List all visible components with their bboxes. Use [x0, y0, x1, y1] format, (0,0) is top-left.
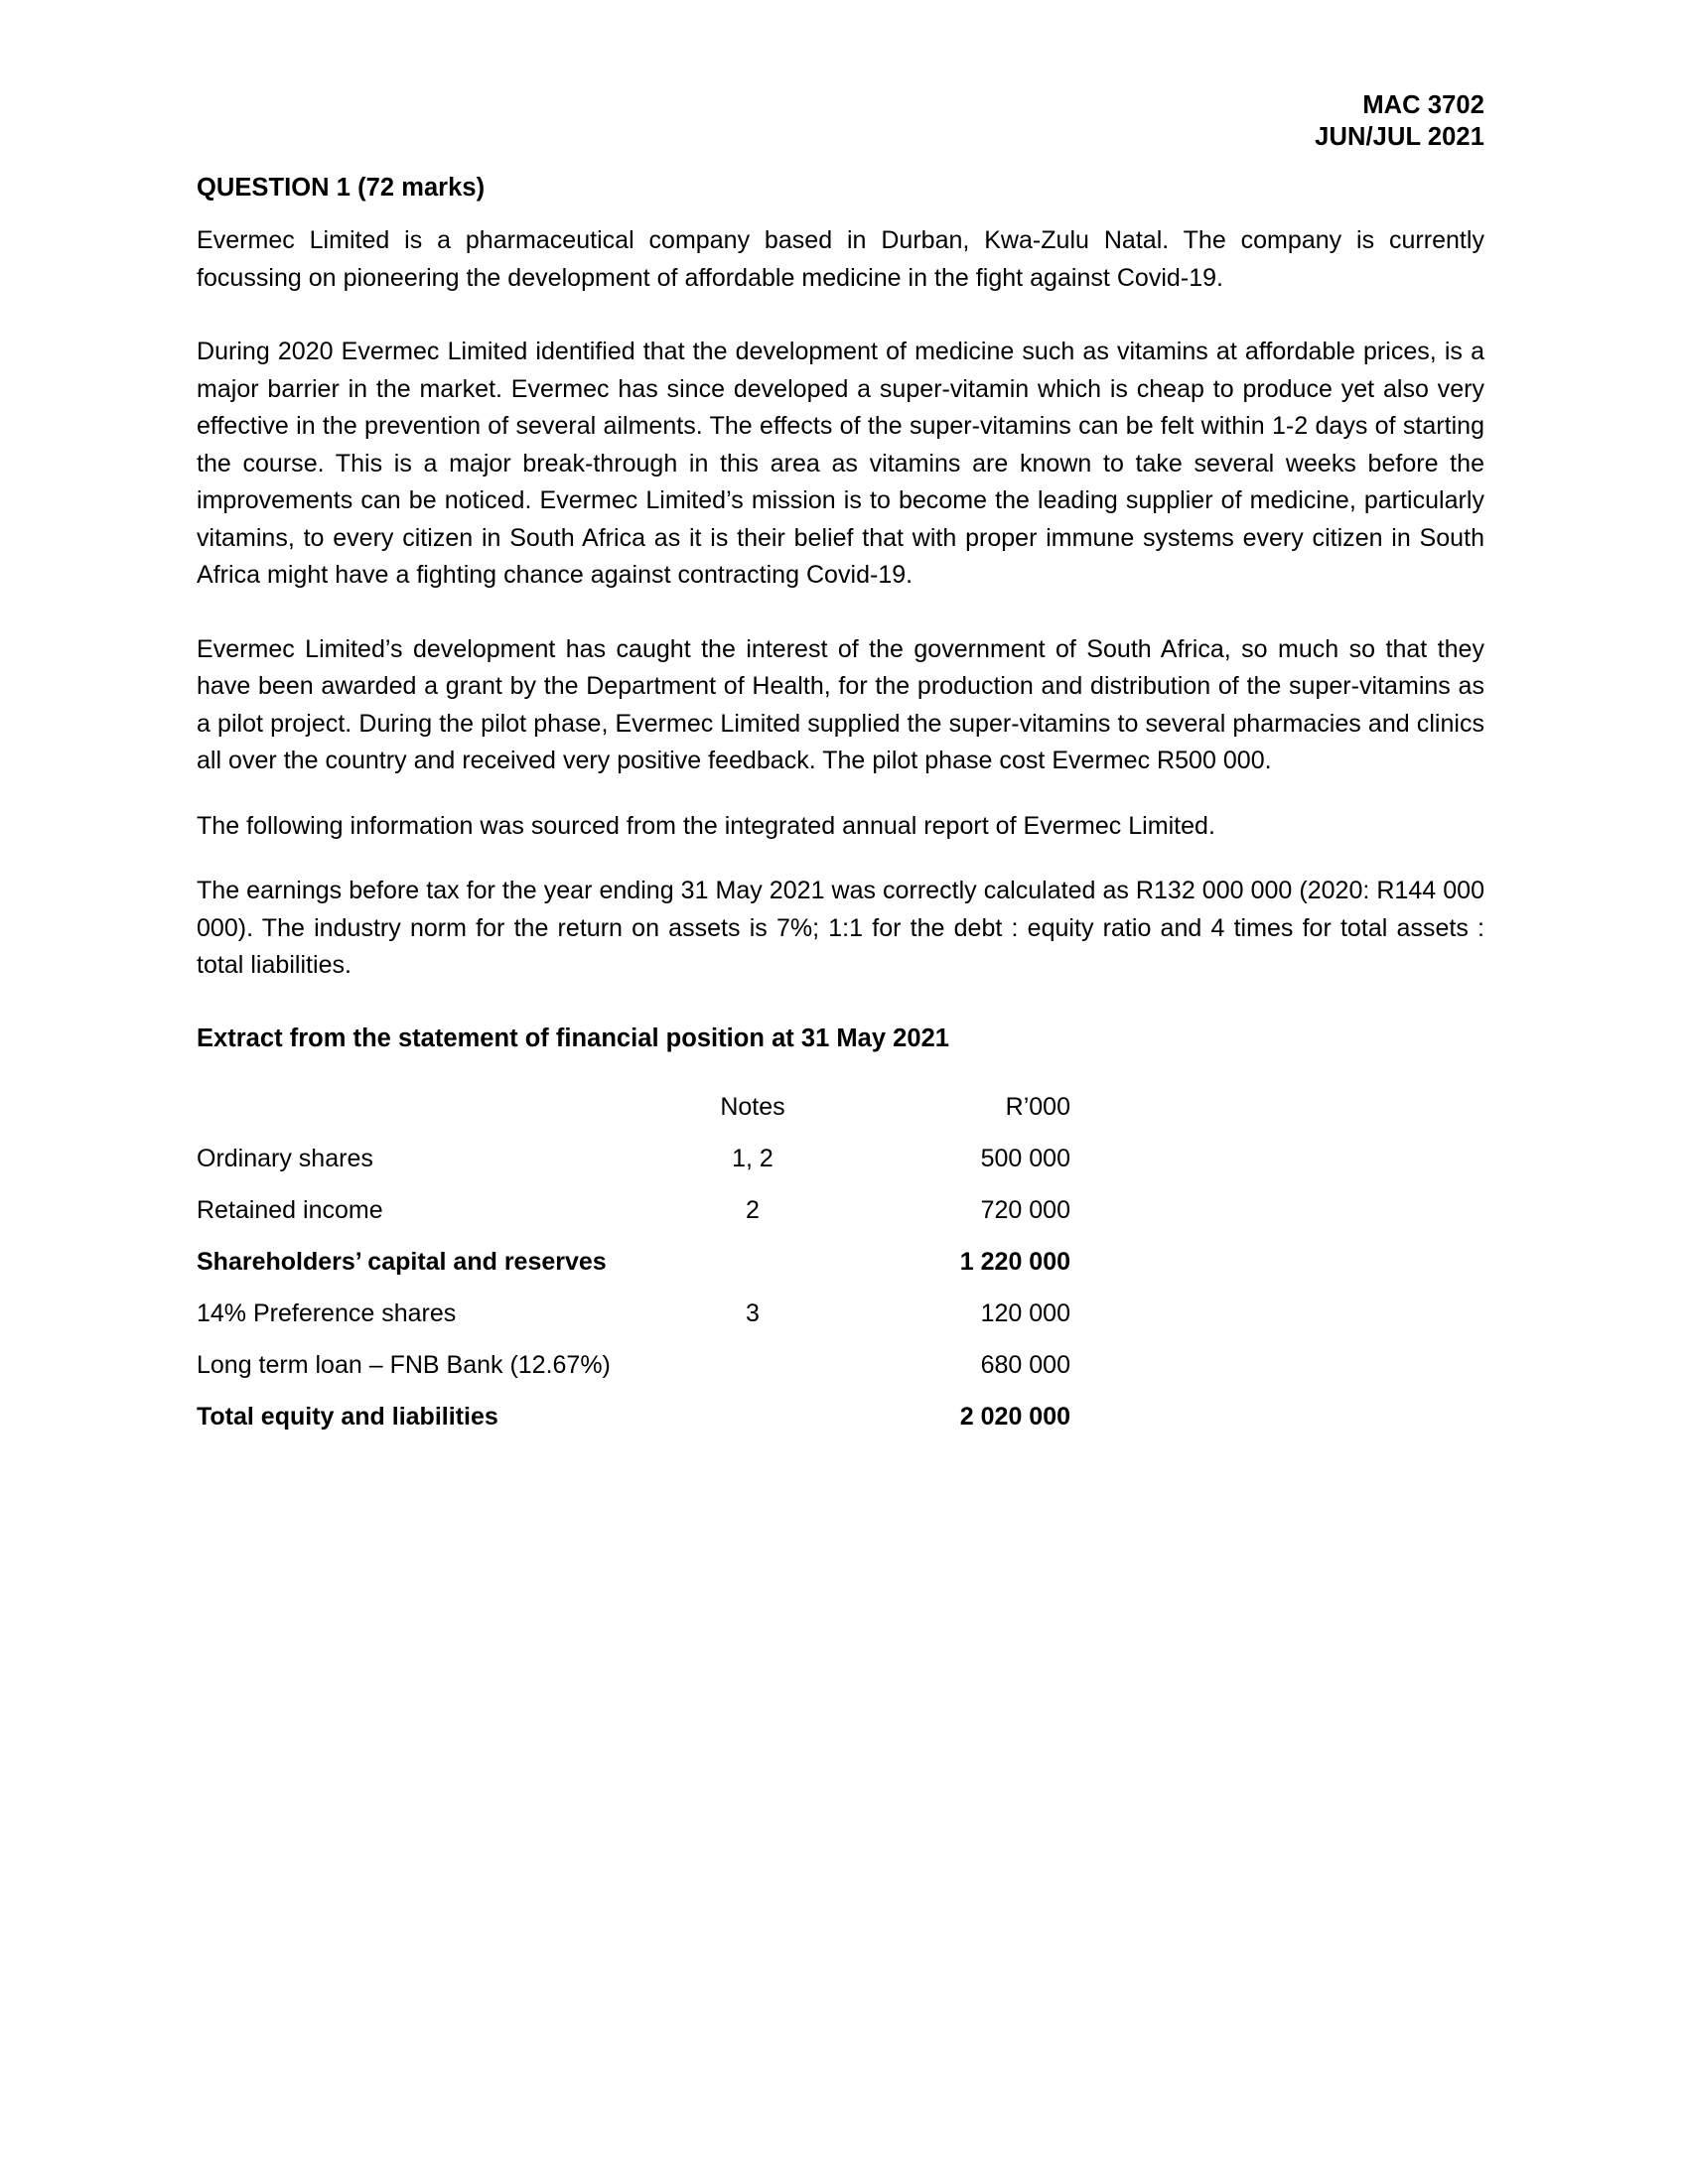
table-row-total — [197, 1236, 1070, 1288]
row-label: Long term loan – FNB Bank (12.67%) — [197, 1350, 611, 1379]
table-row-total — [197, 1391, 1070, 1442]
spacer — [197, 205, 1484, 222]
paragraph-earnings: The earnings before tax for the year ending 31 May 2021 was correctly calculated as R132 000 000 (2020: R144 000 000). The industry norm for the return on assets is 7%; 1:1 for the debt : equity ratio and 4 times for total assets : total liabilities. — [197, 877, 1484, 979]
row-label: Total equity and liabilities — [197, 1402, 498, 1431]
row-amount: 1 220 000 — [959, 1247, 1070, 1276]
row-amount: 680 000 — [980, 1350, 1070, 1379]
row-label: Retained income — [197, 1195, 383, 1224]
spacer — [197, 595, 1484, 631]
exam-period: JUN/JUL 2021 — [1315, 123, 1484, 151]
row-notes: 2 — [746, 1195, 760, 1224]
document-header — [197, 89, 1484, 153]
row-notes: 1, 2 — [732, 1144, 774, 1172]
column-header-blank — [197, 1081, 653, 1133]
spacer — [197, 780, 1484, 808]
row-amount: 120 000 — [980, 1298, 1070, 1327]
paragraph-intro: Evermec Limited is a pharmaceutical company based in Durban, Kwa-Zulu Natal. The company is currently focussing on pioneering the development of affordable medicine in the fight against Covid-19. — [197, 226, 1484, 292]
row-amount: 720 000 — [980, 1195, 1070, 1224]
row-label: Ordinary shares — [197, 1144, 373, 1172]
table-row — [197, 1288, 1070, 1339]
column-header-notes: Notes — [720, 1092, 785, 1121]
paragraph-source-note: The following information was sourced from the integrated annual report of Evermec Limited. — [197, 811, 1215, 840]
table-row — [197, 1133, 1070, 1184]
paragraph-background: During 2020 Evermec Limited identified that the development of medicine such as vitamins at affordable prices, is a major barrier in the market. Evermec has since developed a super-vitamin which is cheap to produce yet also very effective in the prevention of several ailments. The effects of the super-vitamins can be felt within 1-2 days of starting the course. This is a major break-through in this area as vitamins are known to take several weeks before the improvements can be noticed. Evermec Limited’s mission is to become the leading supplier of medicine, particularly vitamins, to every citizen in South Africa as it is their belief that with proper immune systems every citizen in South Africa might have a fighting chance against contracting Covid-19. — [197, 338, 1484, 589]
table-header-row — [197, 1081, 1070, 1133]
table-row — [197, 1339, 1070, 1391]
row-amount: 500 000 — [980, 1144, 1070, 1172]
course-code: MAC 3702 — [1362, 91, 1484, 119]
row-notes — [653, 1391, 852, 1442]
financial-extract-heading: Extract from the statement of financial position at 31 May 2021 — [197, 1024, 949, 1052]
table-body — [197, 1133, 1070, 1442]
paragraph-government-grant: Evermec Limited’s development has caught the interest of the government of South Africa, so much so that they have been awarded a grant by the Department of Health, for the production and distribution of the super-vitamins as a pilot project. During the pilot phase, Evermec Limited supplied the super-vitamins to several pharmacies and clinics all over the country and received very positive feedback. The pilot phase cost Evermec R500 000. — [197, 634, 1484, 774]
row-notes — [653, 1339, 852, 1391]
spacer — [197, 985, 1484, 1022]
page-title: QUESTION 1 (72 marks) — [197, 174, 486, 202]
row-notes — [653, 1236, 852, 1288]
row-amount: 2 020 000 — [959, 1402, 1070, 1431]
spacer — [197, 845, 1484, 873]
financial-position-table — [197, 1081, 1070, 1442]
row-label: Shareholders’ capital and reserves — [197, 1247, 607, 1276]
row-notes: 3 — [746, 1298, 760, 1327]
column-header-amount: R’000 — [1005, 1092, 1070, 1121]
row-label: 14% Preference shares — [197, 1298, 457, 1327]
table-row — [197, 1184, 1070, 1236]
table-head — [197, 1081, 1070, 1133]
spacer — [197, 297, 1484, 334]
